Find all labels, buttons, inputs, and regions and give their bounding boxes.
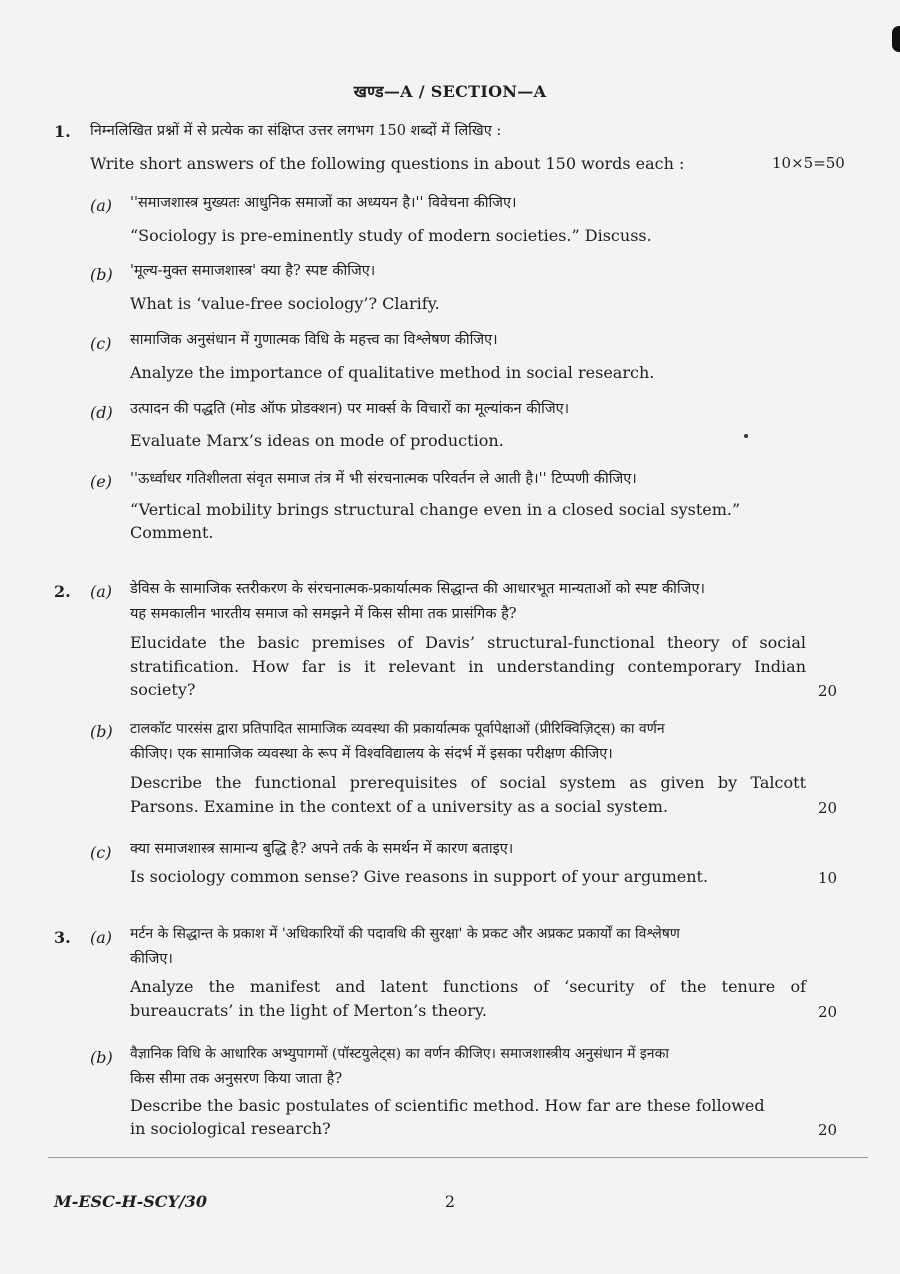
part-label: (a) [90,582,113,601]
part-text-hindi-line-2: कीजिए। [130,951,173,967]
part-text-english-line-2: in sociological research? [130,1119,331,1138]
part-text-hindi-line-1: डेविस के सामाजिक स्तरीकरण के संरचनात्मक-प्रकार्यात्मक सिद्धान्त की आधारभूत मान्यताओं को स्पष्ट कीजिए। [130,581,705,597]
part-label: (a) [90,196,113,215]
part-text-english-line-2: Parsons. Examine in the context of a university as a social system. [130,797,669,816]
part-label: (b) [90,722,113,741]
part-text-english-line-1: Elucidate the basic premises of Davis’ structural-functional theory of social [130,633,806,652]
part-text-english: Analyze the importance of qualitative method in social research. [130,363,655,382]
part-label: (c) [90,843,112,862]
part-label: (d) [90,403,113,422]
section-heading [0,80,900,102]
question-number: 3. [54,928,71,947]
part-label: (a) [90,928,113,947]
part-text-english: Evaluate Marx’s ideas on mode of production. [130,431,504,450]
part-text-english-line-1: Describe the basic postulates of scientific method. How far are these followed [130,1096,765,1115]
part-text-english-line-2: stratification. How far is it relevant in understanding contemporary Indian [130,657,806,676]
part-text-hindi-line-1: वैज्ञानिक विधि के आधारिक अभ्युपागमों (पॉस्टयुलेट्स) का वर्णन कीजिए। समाजशास्त्रीय अनुसंधान में इनका [130,1046,669,1062]
part-text-english: What is ‘value-free sociology’? Clarify. [130,294,440,313]
part-text-english-line-2: bureaucrats’ in the light of Merton’s theory. [130,1001,487,1020]
part-text-english-line-1: Describe the functional prerequisites of social system as given by Talcott [130,773,806,792]
part-marks: 20 [818,799,838,817]
section-heading-separator: / [412,82,431,101]
question-instruction-hindi: निम्नलिखित प्रश्नों में से प्रत्येक का संक्षिप्त उत्तर लगभग 150 शब्दों में लिखिए : [90,123,502,139]
part-text-hindi-line-2: कीजिए। एक सामाजिक व्यवस्था के रूप में विश्वविद्यालय के संदर्भ में इसका परीक्षण कीजिए। [130,746,613,762]
part-text-hindi-line-1: टालकॉट पारसंस द्वारा प्रतिपादित सामाजिक व्यवस्था की प्रकार्यात्मक पूर्वापेक्षाओं (प्रीरिक्विज़िट्स) का वर्णन [130,721,665,737]
part-text-hindi: ''समाजशास्त्र मुख्यतः आधुनिक समाजों का अध्ययन है।'' विवेचना कीजिए। [130,195,517,211]
part-text-english: “Sociology is pre-eminently study of modern societies.” Discuss. [130,226,652,245]
part-text-hindi: 'मूल्य-मुक्त समाजशास्त्र' क्या है? स्पष्ट कीजिए। [130,263,376,279]
part-text-hindi: ''ऊर्ध्वाधर गतिशीलता संवृत समाज तंत्र में भी संरचनात्मक परिवर्तन ले आती है।'' टिप्पणी कीजिए। [130,471,637,487]
print-speck [744,434,748,438]
question-instruction-english: Write short answers of the following questions in about 150 words each : [90,154,685,173]
part-text-hindi: सामाजिक अनुसंधान में गुणात्मक विधि के महत्त्व का विश्लेषण कीजिए। [130,332,498,348]
page-number: 2 [444,1192,456,1211]
part-marks: 20 [818,1121,838,1139]
question-number: 2. [54,582,71,601]
part-marks: 20 [818,1003,838,1021]
section-heading-english: SECTION—A [430,82,547,101]
part-marks: 10 [818,869,838,887]
part-text-english: Is sociology common sense? Give reasons in support of your argument. [130,867,709,886]
part-label: (e) [90,472,112,491]
part-label: (b) [90,265,113,284]
page-edge-mark [892,26,900,52]
part-text-hindi-line-2: यह समकालीन भारतीय समाज को समझने में किस सीमा तक प्रासंगिक है? [130,606,517,622]
part-text-english-line-3: society? [130,680,196,699]
question-number: 1. [54,122,71,141]
part-label: (c) [90,334,112,353]
paper-code: M-ESC-H-SCY/30 [54,1192,208,1211]
part-text-hindi-line-2: किस सीमा तक अनुसरण किया जाता है? [130,1071,343,1087]
part-text-english-line-1: Analyze the manifest and latent functions of ‘security of the tenure of [130,977,806,996]
section-heading-hindi: खण्ड—A [353,82,413,101]
part-text-english-line-2: Comment. [130,523,214,542]
part-text-hindi: क्या समाजशास्त्र सामान्य बुद्धि है? अपने तर्क के समर्थन में कारण बताइए। [130,841,514,857]
part-text-hindi-line-1: मर्टन के सिद्धान्त के प्रकाश में 'अधिकारियों की पदावधि की सुरक्षा' के प्रकट और अप्रकट प्रकार्यों का विश्लेषण [130,926,680,942]
footer-divider [48,1157,868,1158]
part-text-hindi: उत्पादन की पद्धति (मोड ऑफ प्रोडक्शन) पर मार्क्स के विचारों का मूल्यांकन कीजिए। [130,401,570,417]
part-label: (b) [90,1048,113,1067]
part-marks: 20 [818,682,838,700]
question-marks: 10×5=50 [772,154,845,172]
part-text-english-line-1: “Vertical mobility brings structural change even in a closed social system.” [130,500,741,519]
